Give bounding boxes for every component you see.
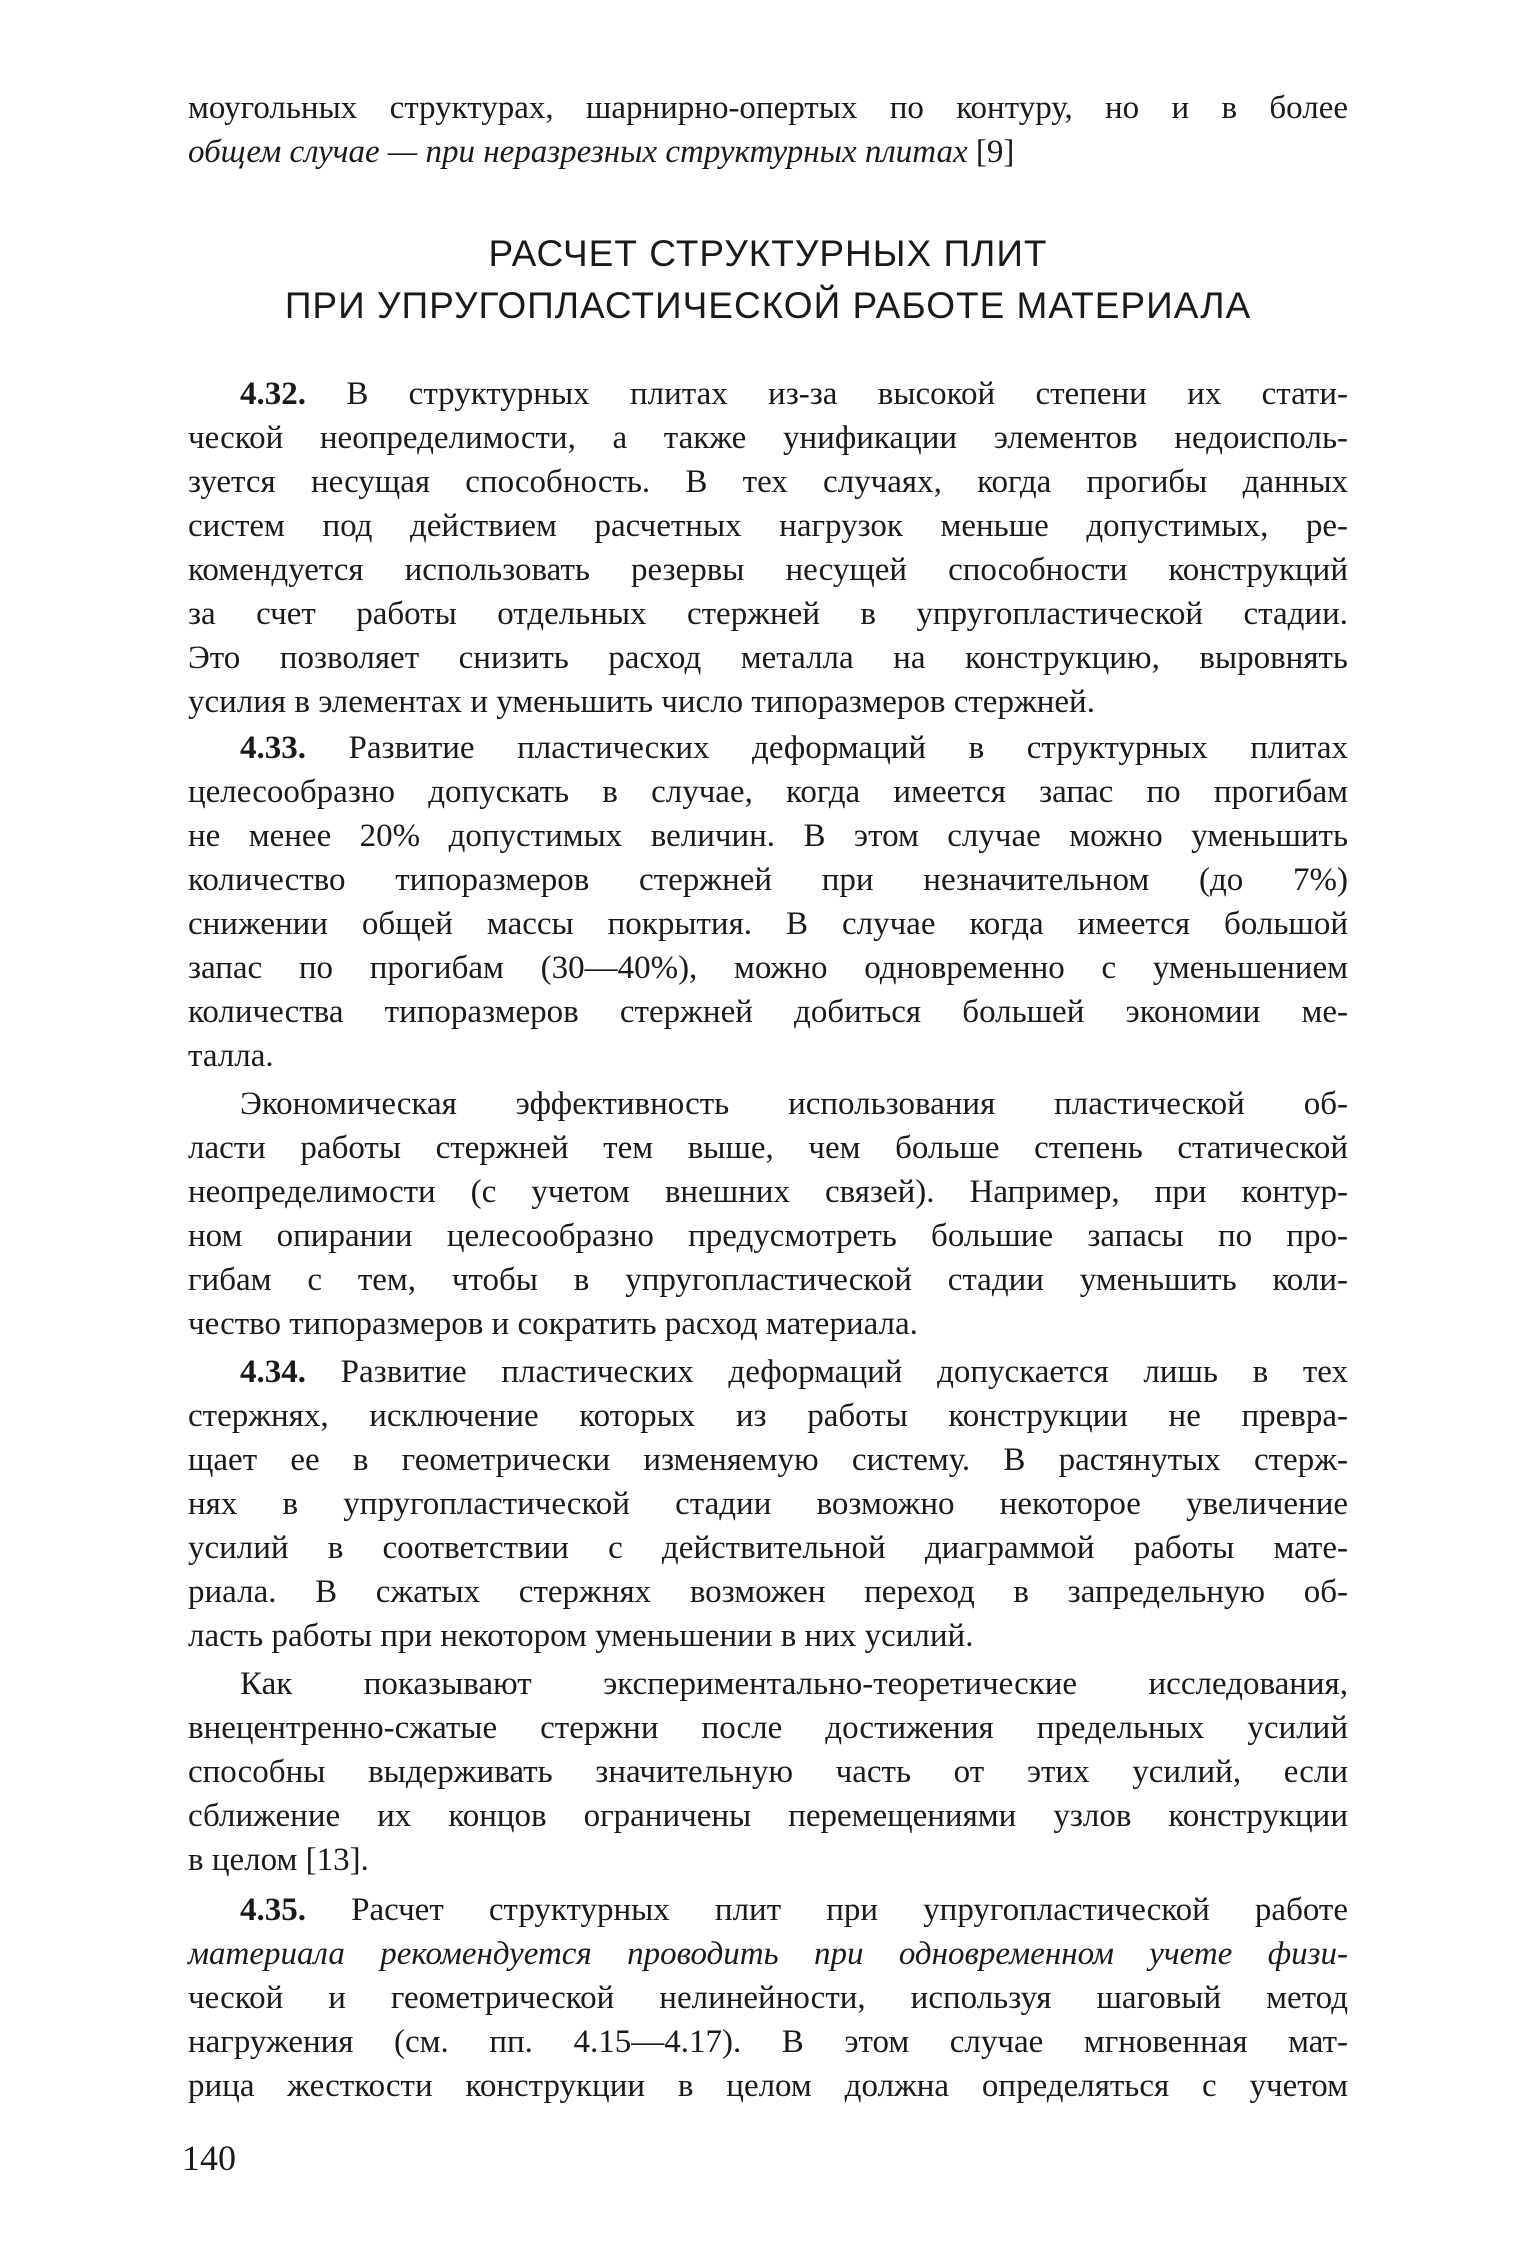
paragraph-4-33-line: количество типоразмеров стержней при незначительном (до 7%)	[188, 862, 1348, 898]
paragraph-exp-line: внецентренно-сжатые стержни после достижения предельных усилий	[188, 1710, 1348, 1746]
paragraph-4-32-line: зуется несущая способность. В тех случаях, когда прогибы данных	[188, 464, 1348, 500]
paragraph-4-32-line: ческой неопределимости, а также унификации элементов недоисполь-	[188, 420, 1348, 456]
paragraph-4-35-first-line	[240, 1888, 1348, 1932]
paragraph-4-32-line: за счет работы отдельных стержней в упругопластической стадии.	[188, 596, 1348, 632]
paragraph-econ-line: неопределимости (с учетом внешних связей). Например, при контур-	[188, 1174, 1348, 1210]
paragraph-econ-line: чество типоразмеров и сократить расход материала.	[188, 1306, 918, 1342]
paragraph-exp-line: в целом [13].	[188, 1842, 369, 1878]
paragraph-econ-line: гибам с тем, чтобы в упругопластической стадии уменьшить коли-	[188, 1262, 1348, 1298]
paragraph-4-35-line: нагружения (см. пп. 4.15—4.17). В этом случае мгновенная мат-	[188, 2024, 1348, 2060]
paragraph-econ-line: ном опирании целесообразно предусмотреть большие запасы по про-	[188, 1218, 1348, 1254]
paragraph-econ-first-line: Экономическая эффективность использования пластической об-	[240, 1086, 1348, 1122]
paragraph-4-35-line: рица жесткости конструкции в целом должна определяться с учетом	[188, 2068, 1348, 2104]
intro-line-1: моугольных структурах, шарнирно-опертых по контуру, но и в более	[188, 90, 1348, 126]
paragraph-4-33-line: не менее 20% допустимых величин. В этом случае можно уменьшить	[188, 818, 1348, 854]
paragraph-4-33-line: запас по прогибам (30—40%), можно одновременно с уменьшением	[188, 950, 1348, 986]
paragraph-number: 4.32.	[240, 376, 306, 412]
paragraph-4-33-line: целесообразно допускать в случае, когда имеется запас по прогибам	[188, 774, 1348, 810]
paragraph-4-34-line: риала. В сжатых стержнях возможен переход в запредельную об-	[188, 1574, 1348, 1610]
paragraph-4-33-first-line	[240, 726, 1348, 770]
paragraph-text: Расчет структурных плит при упругопластической работе	[306, 1892, 1348, 1928]
paragraph-4-33-line: количества типоразмеров стержней добиться большей экономии ме-	[188, 994, 1348, 1030]
intro-italic-text: общем случае — при неразрезных структурных плитах	[188, 134, 968, 170]
paragraph-4-32-line: комендуется использовать резервы несущей способности конструкций	[188, 552, 1348, 588]
paragraph-4-34-line: нях в упругопластической стадии возможно некоторое увеличение	[188, 1486, 1348, 1522]
page-number: 140	[182, 2138, 236, 2178]
paragraph-econ-line: ласти работы стержней тем выше, чем больше степень статической	[188, 1130, 1348, 1166]
paragraph-exp-line: сближение их концов ограничены перемещениями узлов конструкции	[188, 1798, 1348, 1834]
paragraph-4-32-first-line	[240, 372, 1348, 416]
paragraph-number: 4.35.	[240, 1892, 306, 1928]
paragraph-number: 4.34.	[240, 1354, 306, 1390]
section-title-line-1: РАСЧЕТ СТРУКТУРНЫХ ПЛИТ	[488, 233, 1048, 274]
paragraph-4-33-line: снижении общей массы покрытия. В случае когда имеется большой	[188, 906, 1348, 942]
paragraph-4-34-line: усилий в соответствии с действительной диаграммой работы мате-	[188, 1530, 1348, 1566]
paragraph-4-34-line: стержнях, исключение которых из работы конструкции не превра-	[188, 1398, 1348, 1434]
paragraph-exp-first-line: Как показывают экспериментально-теоретические исследования,	[240, 1666, 1348, 1702]
paragraph-4-35-italic-line: материала рекомендуется проводить при одновременном учете физи-	[188, 1936, 1348, 1972]
paragraph-exp-line: способны выдерживать значительную часть от этих усилий, если	[188, 1754, 1348, 1790]
intro-line-2	[188, 130, 1348, 174]
paragraph-4-34-line: щает ее в геометрически изменяемую систему. В растянутых стерж-	[188, 1442, 1348, 1478]
paragraph-4-35-line: ческой и геометрической нелинейности, используя шаговый метод	[188, 1980, 1348, 2016]
paragraph-text: Развитие пластических деформаций допускается лишь в тех	[306, 1354, 1348, 1390]
paragraph-text: В структурных плитах из-за высокой степени их стати-	[306, 376, 1348, 412]
paragraph-4-32-line: систем под действием расчетных нагрузок меньше допустимых, ре-	[188, 508, 1348, 544]
section-title-line-2: ПРИ УПРУГОПЛАСТИЧЕСКОЙ РАБОТЕ МАТЕРИАЛА	[284, 285, 1252, 326]
intro-reference: [9]	[967, 134, 1015, 170]
paragraph-4-34-first-line	[240, 1350, 1348, 1394]
paragraph-4-32-line: усилия в элементах и уменьшить число типоразмеров стержней.	[188, 684, 1095, 720]
paragraph-4-34-line: ласть работы при некотором уменьшении в них усилий.	[188, 1618, 974, 1654]
paragraph-4-33-line: талла.	[188, 1038, 274, 1074]
paragraph-text: Развитие пластических деформаций в структурных плитах	[306, 730, 1348, 766]
paragraph-number: 4.33.	[240, 730, 306, 766]
paragraph-4-32-line: Это позволяет снизить расход металла на конструкцию, выровнять	[188, 640, 1348, 676]
